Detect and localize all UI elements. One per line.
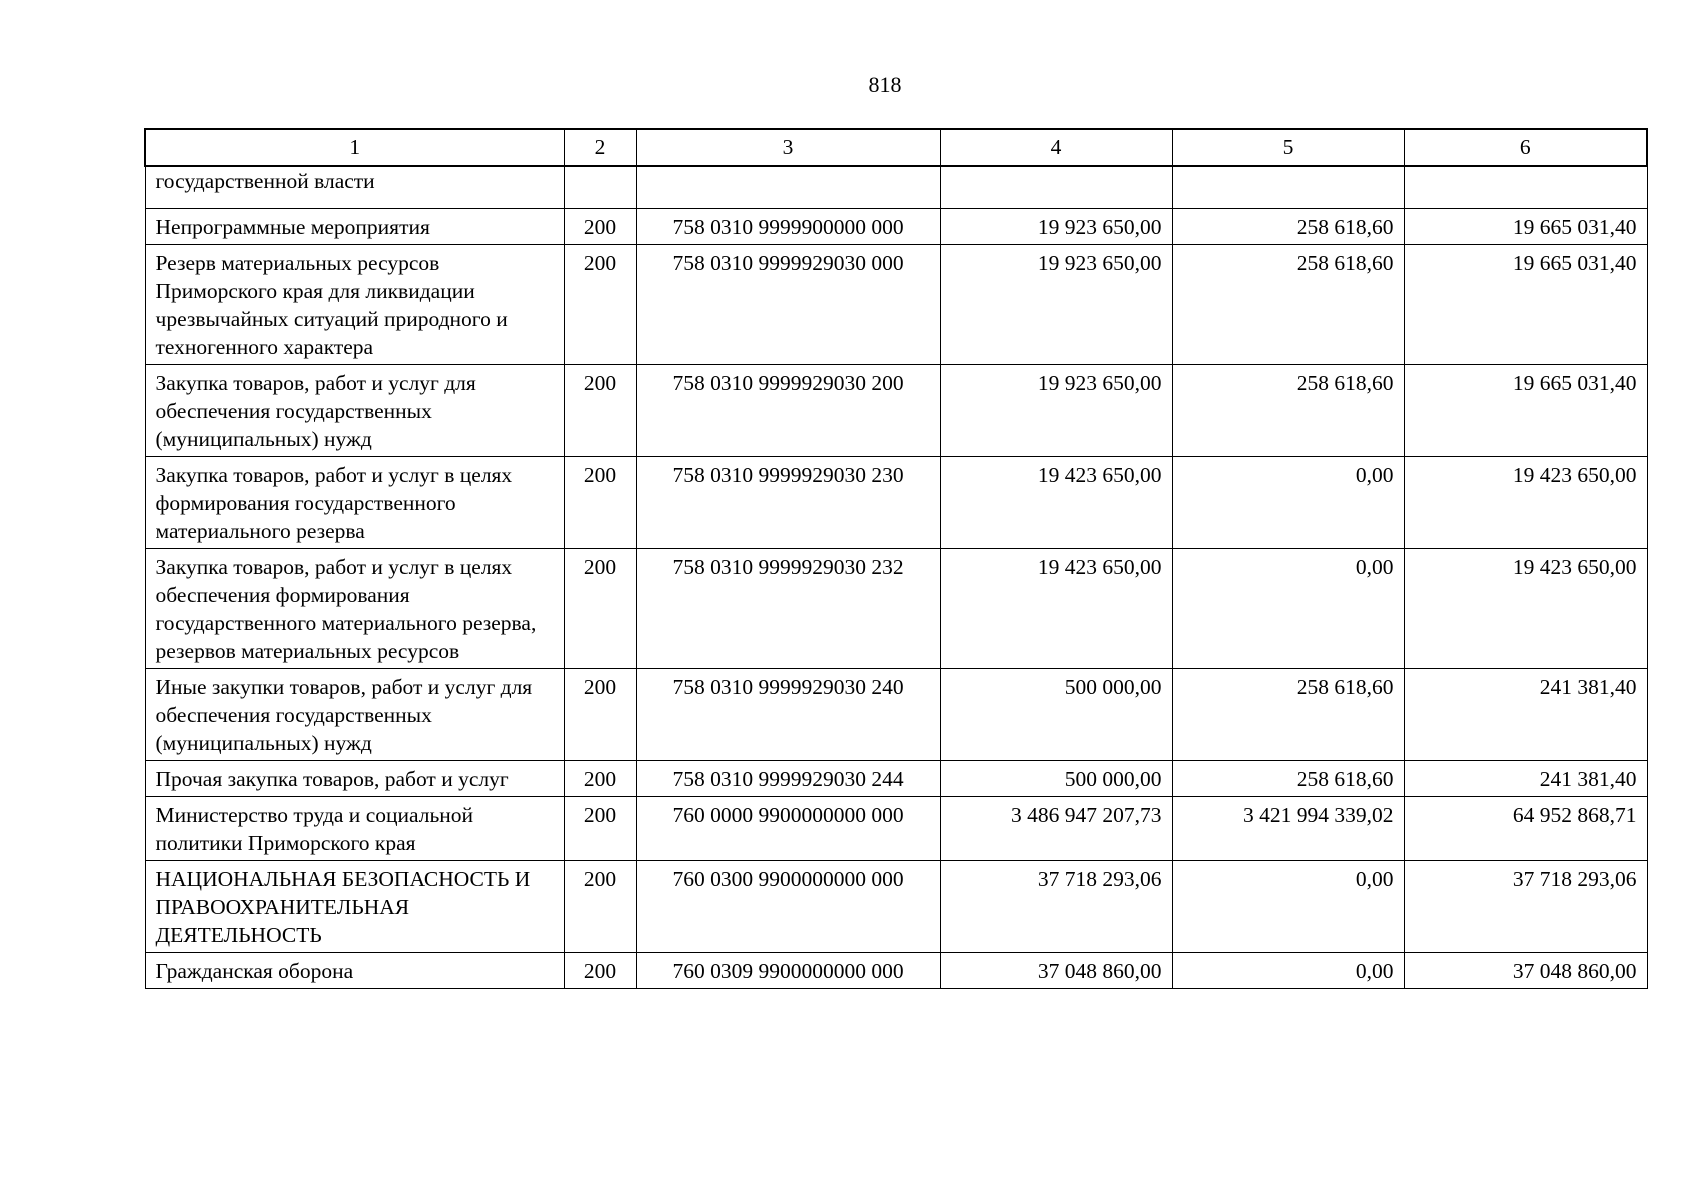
row-value-4-cell: 37 048 860,00 — [940, 953, 1172, 989]
row-value-4-cell: 19 423 650,00 — [940, 549, 1172, 669]
row-value-6-cell: 64 952 868,71 — [1404, 797, 1647, 861]
row-code-cell: 758 0310 9999929030 000 — [636, 245, 940, 365]
column-header: 2 — [564, 129, 636, 166]
row-value-4-cell: 500 000,00 — [940, 761, 1172, 797]
table-row — [145, 669, 1647, 761]
row-grbs-cell: 200 — [564, 245, 636, 365]
row-value-5-cell: 0,00 — [1172, 549, 1404, 669]
row-value-5-cell: 258 618,60 — [1172, 669, 1404, 761]
row-value-4-cell: 19 423 650,00 — [940, 457, 1172, 549]
row-name-cell: Прочая закупка товаров, работ и услуг — [145, 761, 564, 797]
row-grbs-cell: 200 — [564, 669, 636, 761]
row-value-6-cell: 19 665 031,40 — [1404, 209, 1647, 245]
row-value-5-cell: 0,00 — [1172, 457, 1404, 549]
row-code-cell — [636, 166, 940, 209]
table-row — [145, 761, 1647, 797]
row-code-cell: 760 0309 9900000000 000 — [636, 953, 940, 989]
row-value-6-cell: 19 423 650,00 — [1404, 549, 1647, 669]
table-row — [145, 209, 1647, 245]
table-row — [145, 365, 1647, 457]
table-header-row — [145, 129, 1647, 166]
row-value-4-cell: 37 718 293,06 — [940, 861, 1172, 953]
row-value-5-cell: 3 421 994 339,02 — [1172, 797, 1404, 861]
row-code-cell: 758 0310 9999929030 232 — [636, 549, 940, 669]
table-row — [145, 166, 1647, 209]
row-value-6-cell: 37 048 860,00 — [1404, 953, 1647, 989]
table-row — [145, 549, 1647, 669]
row-value-5-cell: 258 618,60 — [1172, 209, 1404, 245]
row-name-cell: Иные закупки товаров, работ и услуг для обеспечения государственных (муниципальных) нужд — [145, 669, 564, 761]
row-name-cell: НАЦИОНАЛЬНАЯ БЕЗОПАСНОСТЬ И ПРАВООХРАНИТЕЛЬНАЯ ДЕЯТЕЛЬНОСТЬ — [145, 861, 564, 953]
row-value-4-cell: 500 000,00 — [940, 669, 1172, 761]
row-value-6-cell — [1404, 166, 1647, 209]
column-header: 6 — [1404, 129, 1647, 166]
row-value-5-cell: 0,00 — [1172, 861, 1404, 953]
row-name-cell: Непрограммные мероприятия — [145, 209, 564, 245]
row-grbs-cell: 200 — [564, 209, 636, 245]
row-name-cell: Министерство труда и социальной политики Приморского края — [145, 797, 564, 861]
row-value-4-cell — [940, 166, 1172, 209]
row-name-cell: Закупка товаров, работ и услуг в целях формирования государственного материального резерва — [145, 457, 564, 549]
row-code-cell: 760 0300 9900000000 000 — [636, 861, 940, 953]
row-name-cell: Резерв материальных ресурсов Приморского края для ликвидации чрезвычайных ситуаций природного и техногенного характера — [145, 245, 564, 365]
table-body — [145, 166, 1647, 989]
row-code-cell: 758 0310 9999929030 244 — [636, 761, 940, 797]
row-value-6-cell: 19 665 031,40 — [1404, 245, 1647, 365]
row-code-cell: 758 0310 9999900000 000 — [636, 209, 940, 245]
row-value-6-cell: 241 381,40 — [1404, 761, 1647, 797]
column-header: 4 — [940, 129, 1172, 166]
row-value-4-cell: 19 923 650,00 — [940, 209, 1172, 245]
row-grbs-cell: 200 — [564, 797, 636, 861]
table-row — [145, 797, 1647, 861]
row-value-5-cell: 258 618,60 — [1172, 761, 1404, 797]
table-row — [145, 457, 1647, 549]
row-code-cell: 758 0310 9999929030 240 — [636, 669, 940, 761]
row-value-6-cell: 241 381,40 — [1404, 669, 1647, 761]
row-code-cell: 760 0000 9900000000 000 — [636, 797, 940, 861]
row-value-6-cell: 19 665 031,40 — [1404, 365, 1647, 457]
table-row — [145, 953, 1647, 989]
row-value-4-cell: 3 486 947 207,73 — [940, 797, 1172, 861]
row-value-4-cell: 19 923 650,00 — [940, 365, 1172, 457]
column-header: 5 — [1172, 129, 1404, 166]
row-value-5-cell — [1172, 166, 1404, 209]
row-grbs-cell — [564, 166, 636, 209]
column-header: 3 — [636, 129, 940, 166]
row-name-cell: Закупка товаров, работ и услуг для обеспечения государственных (муниципальных) нужд — [145, 365, 564, 457]
budget-table — [144, 128, 1648, 989]
row-value-6-cell: 37 718 293,06 — [1404, 861, 1647, 953]
row-name-cell: государственной власти — [145, 166, 564, 209]
column-header: 1 — [145, 129, 564, 166]
row-grbs-cell: 200 — [564, 861, 636, 953]
row-value-6-cell: 19 423 650,00 — [1404, 457, 1647, 549]
row-value-5-cell: 0,00 — [1172, 953, 1404, 989]
row-value-4-cell: 19 923 650,00 — [940, 245, 1172, 365]
row-value-5-cell: 258 618,60 — [1172, 365, 1404, 457]
table-row — [145, 245, 1647, 365]
row-grbs-cell: 200 — [564, 457, 636, 549]
page-number: 818 — [868, 72, 902, 97]
row-name-cell: Закупка товаров, работ и услуг в целях обеспечения формирования государственного материального резерва, резервов материальных ресурсов — [145, 549, 564, 669]
row-value-5-cell: 258 618,60 — [1172, 245, 1404, 365]
row-grbs-cell: 200 — [564, 761, 636, 797]
row-code-cell: 758 0310 9999929030 200 — [636, 365, 940, 457]
row-grbs-cell: 200 — [564, 365, 636, 457]
row-grbs-cell: 200 — [564, 953, 636, 989]
row-name-cell: Гражданская оборона — [145, 953, 564, 989]
row-code-cell: 758 0310 9999929030 230 — [636, 457, 940, 549]
table-row — [145, 861, 1647, 953]
row-grbs-cell: 200 — [564, 549, 636, 669]
